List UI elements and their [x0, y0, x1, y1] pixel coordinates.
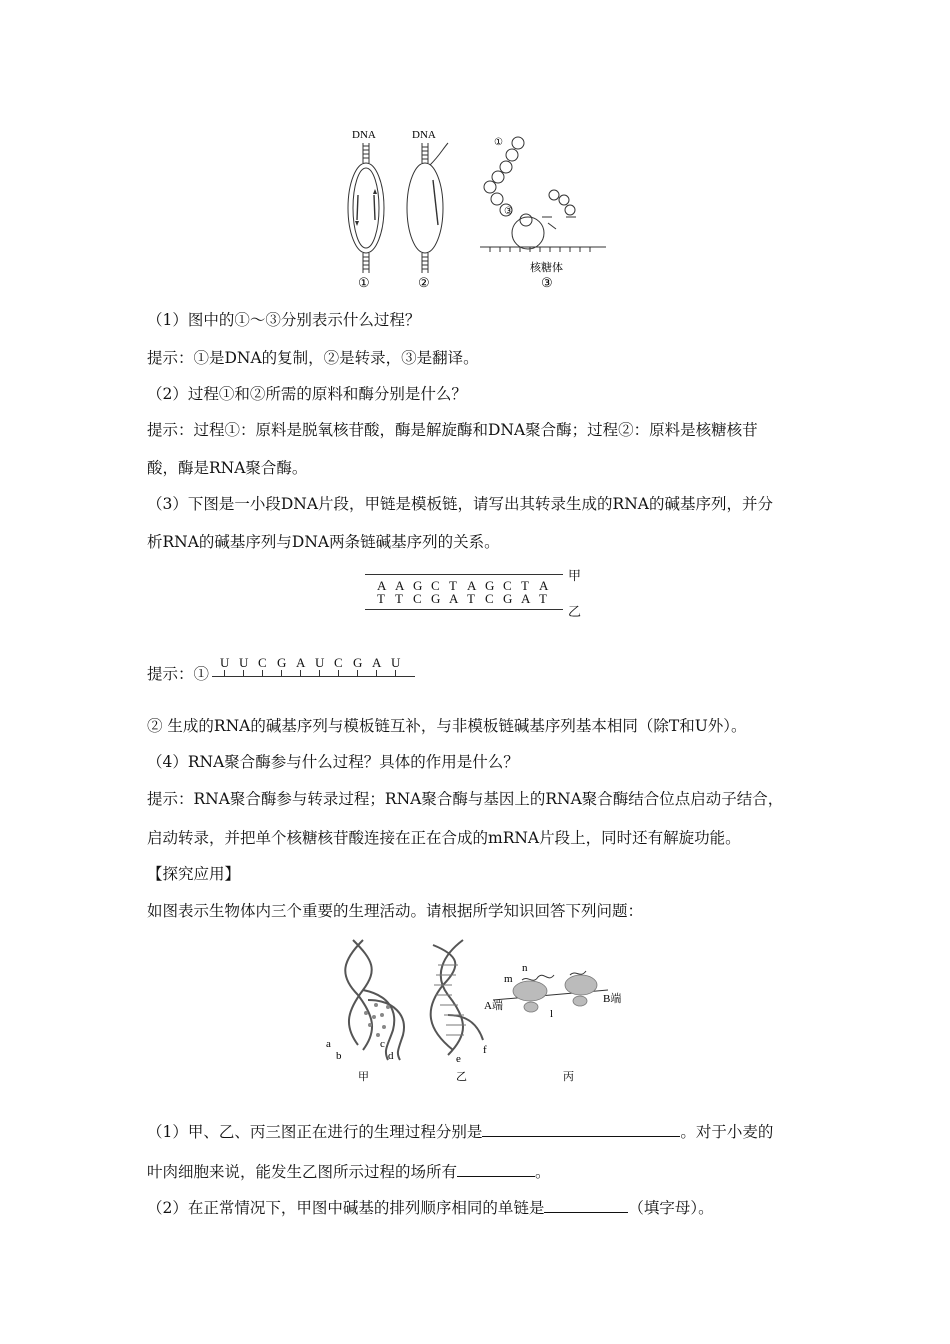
base-letter: C [431, 578, 440, 593]
base-letter: A [395, 578, 405, 593]
base-letter: G [485, 578, 495, 593]
answer-3-prefix: 提示：① [147, 665, 210, 683]
base-letter: G [503, 591, 513, 606]
base-letter: C [503, 578, 512, 593]
answer-1: 提示：①是DNA的复制，②是转录，③是翻译。 [147, 349, 479, 367]
base-letter: T [449, 578, 457, 593]
mark-3: ③ [504, 206, 513, 217]
exercise-2-text-b: （填字母）。 [628, 1199, 714, 1217]
base-letter: A [521, 591, 531, 606]
exercise-1-line-2 [147, 1160, 551, 1182]
rna-tick [357, 670, 358, 676]
question-3-line-1: （3）下图是一小段DNA片段，甲链是模板链，请写出其转录生成的RNA的碱基序列，并分 [147, 495, 773, 513]
base-letter: A [539, 578, 549, 593]
base-letter: T [395, 591, 403, 606]
ribosome-label: 核糖体 [530, 262, 563, 274]
circle-label-2: ② [418, 275, 430, 290]
base-letter: G [277, 655, 287, 670]
figure-three-processes [318, 935, 648, 1085]
base-letter: C [334, 655, 343, 670]
base-letter: T [521, 578, 529, 593]
base-letter: U [239, 655, 249, 670]
base-letter: G [431, 591, 441, 606]
rna-bases [220, 655, 410, 669]
answer-blank-3[interactable] [544, 1196, 628, 1213]
top-strand-bases [377, 578, 557, 592]
strand-top-label: 甲 [568, 569, 582, 584]
dna-strand-diagram [365, 565, 590, 620]
figure-replication-transcription-translation [330, 125, 620, 295]
exercise-1-line-1 [147, 1120, 773, 1142]
base-letter: A [372, 655, 382, 670]
answer-2-line-1: 提示：过程①：原料是脱氧核苷酸，酶是解旋酶和DNA聚合酶；过程②：原料是核糖核苷 [147, 421, 758, 439]
base-letter: C [485, 591, 494, 606]
rna-tick [243, 670, 244, 676]
base-letter: T [467, 591, 475, 606]
rna-tick [300, 670, 301, 676]
label-l: l [550, 1008, 554, 1020]
question-4: （4）RNA聚合酶参与什么过程？具体的作用是什么？ [147, 753, 519, 771]
rna-tick [281, 670, 282, 676]
circle-label-3: ③ [541, 275, 553, 290]
exercise-1-text-a: （1）甲、乙、丙三图正在进行的生理过程分别是 [147, 1123, 483, 1141]
question-3-line-2: 析RNA的碱基序列与DNA两条链碱基序列的关系。 [147, 533, 500, 551]
exercise-2-text-a: （2）在正常情况下，甲图中碱基的排列顺序相同的单链是 [147, 1199, 545, 1217]
base-letter: C [258, 655, 267, 670]
base-letter: T [539, 591, 547, 606]
circle-label-1: ① [358, 275, 370, 290]
answer-blank-1[interactable] [482, 1120, 680, 1137]
rna-tick [376, 670, 377, 676]
rna-ticks [220, 670, 410, 676]
label-bing: 丙 [563, 1071, 574, 1083]
label-jia: 甲 [358, 1071, 369, 1083]
rna-tick [224, 670, 225, 676]
label-e: e [456, 1053, 461, 1065]
dna-label-1: DNA [352, 129, 376, 141]
section-intro: 如图表示生物体内三个重要的生理活动。请根据所学知识回答下列问题： [147, 902, 644, 920]
exercise-1-text-c: 叶肉细胞来说，能发生乙图所示过程的场所有 [147, 1163, 458, 1181]
label-yi: 乙 [456, 1071, 467, 1083]
base-letter: A [467, 578, 477, 593]
rna-sequence [212, 655, 417, 685]
label-m: m [504, 973, 513, 985]
label-f: f [483, 1044, 487, 1056]
base-letter: A [296, 655, 306, 670]
base-letter: G [413, 578, 423, 593]
strand-bottom-label: 乙 [568, 605, 582, 620]
base-letter: A [449, 591, 459, 606]
answer-3-line-2: ② 生成的RNA的碱基序列与模板链互补，与非模板链碱基序列基本相同（除T和U外）。 [147, 717, 747, 735]
answer-2-line-2: 酸，酶是RNA聚合酶。 [147, 459, 308, 477]
label-b: b [336, 1050, 342, 1062]
section-heading: 【探究应用】 [147, 865, 241, 883]
bottom-strand-bases [377, 591, 557, 605]
rna-tick [395, 670, 396, 676]
question-2: （2）过程①和②所需的原料和酶分别是什么？ [147, 385, 467, 403]
label-b-end: B端 [603, 993, 622, 1005]
answer-4-line-1: 提示：RNA聚合酶参与转录过程；RNA聚合酶与基因上的RNA聚合酶结合位点启动子结合， [147, 790, 784, 808]
exercise-1-text-d: 。 [535, 1163, 551, 1181]
mark-1: ① [494, 137, 503, 148]
base-letter: U [315, 655, 325, 670]
question-1: （1）图中的①～③分别表示什么过程？ [147, 311, 421, 329]
label-c: c [380, 1038, 385, 1050]
label-a: a [326, 1038, 331, 1050]
base-letter: G [353, 655, 363, 670]
label-d: d [388, 1050, 394, 1062]
base-letter: A [377, 578, 387, 593]
answer-4-line-2: 启动转录，并把单个核糖核苷酸连接在正在合成的mRNA片段上，同时还有解旋功能。 [147, 829, 741, 847]
base-letter: U [220, 655, 230, 670]
answer-blank-2[interactable] [457, 1160, 535, 1177]
base-letter: C [413, 591, 422, 606]
label-a-end: A端 [484, 1000, 503, 1012]
base-letter: T [377, 591, 385, 606]
rna-tick [338, 670, 339, 676]
rna-tick [262, 670, 263, 676]
dna-label-2: DNA [412, 129, 436, 141]
label-n: n [522, 962, 528, 974]
base-letter: U [391, 655, 401, 670]
exercise-1-text-b: 。对于小麦的 [680, 1123, 774, 1141]
rna-tick [319, 670, 320, 676]
exercise-2-line [147, 1196, 714, 1218]
